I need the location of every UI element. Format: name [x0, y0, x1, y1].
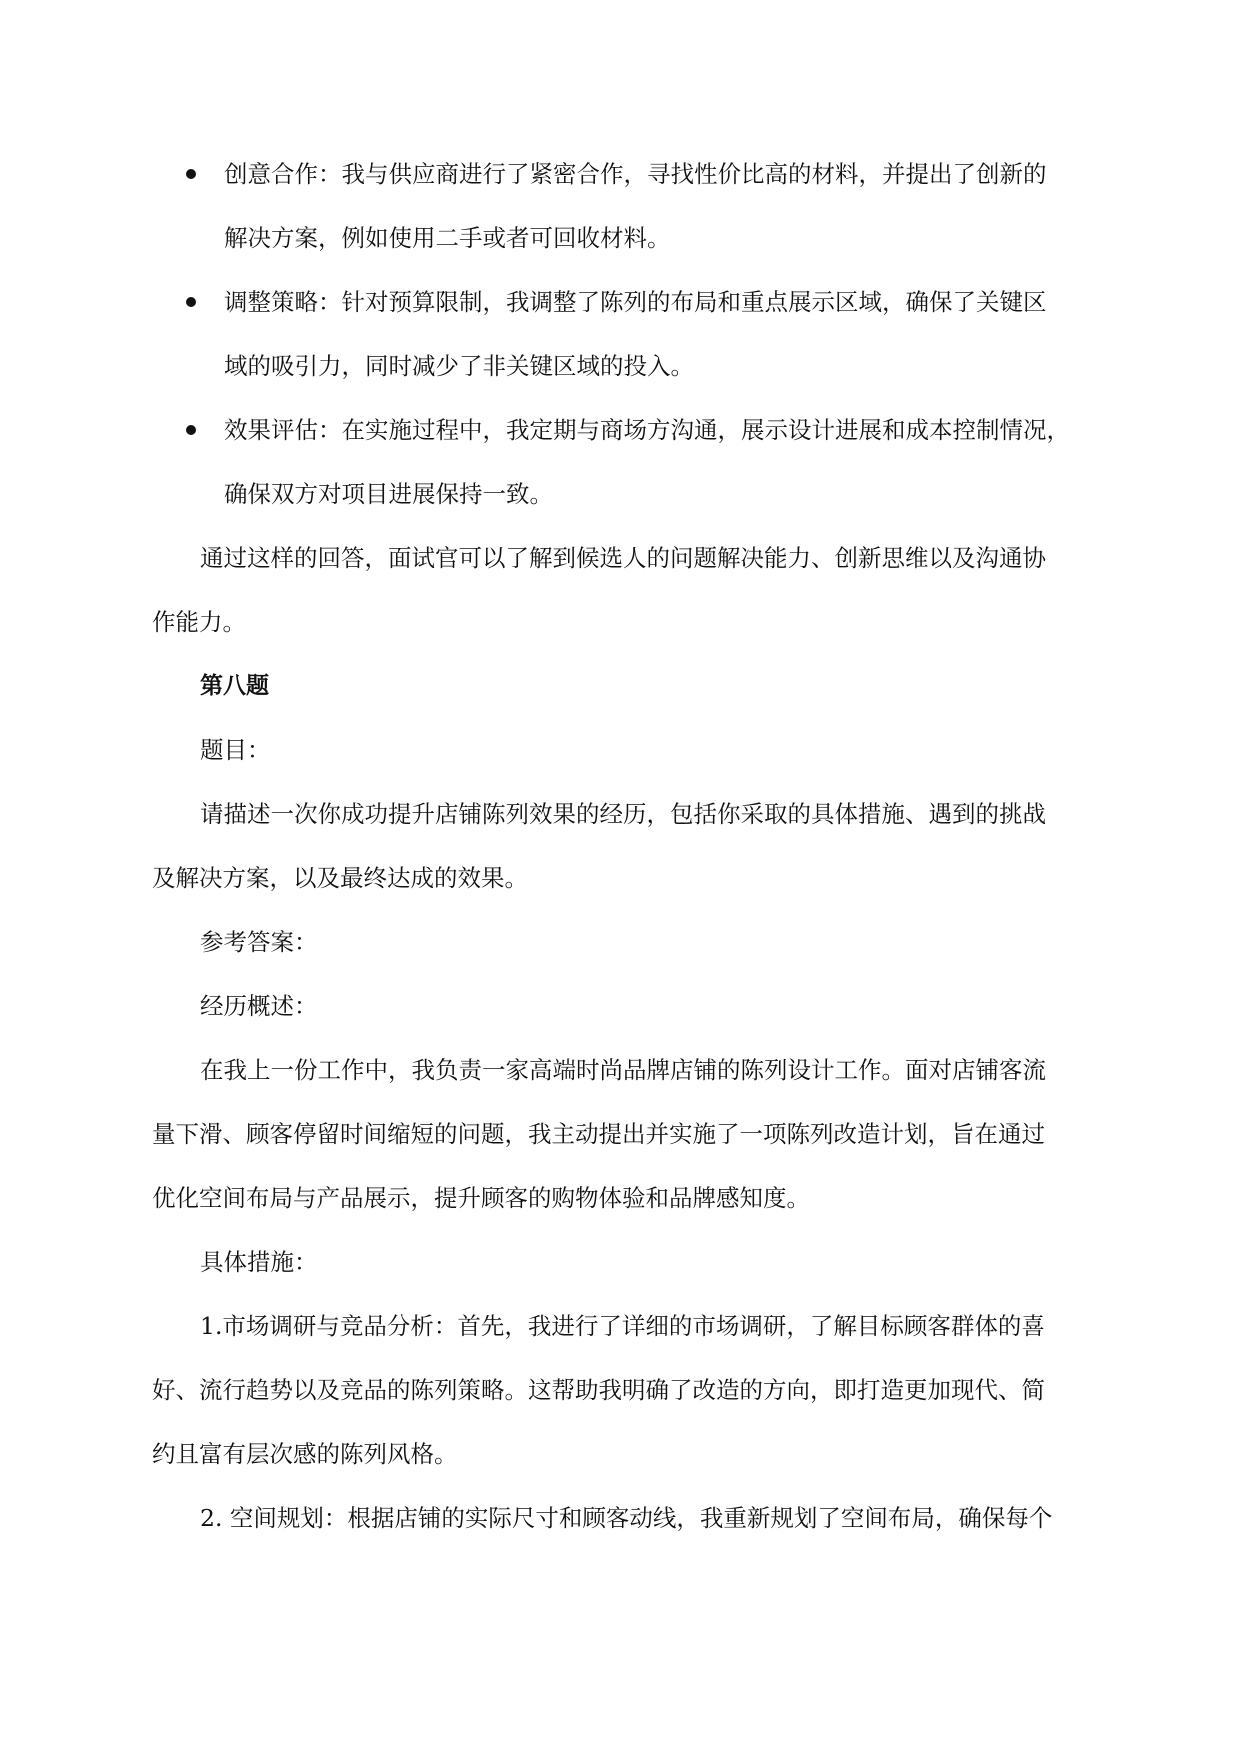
bullet-text-line: 创意合作：我与供应商进行了紧密合作，寻找性价比高的材料，并提出了创新的: [224, 160, 1047, 188]
bullet-dot-icon: [186, 425, 196, 435]
paragraph-line: 优化空间布局与产品展示，提升顾客的购物体验和品牌感知度。: [152, 1184, 810, 1212]
paragraph-line: 及解决方案，以及最终达成的效果。: [152, 864, 528, 892]
bullet-text-line: 解决方案，例如使用二手或者可回收材料。: [224, 224, 671, 252]
bullet-item-adjust-strategy: [152, 270, 1092, 398]
measure-1-paragraph: [152, 1294, 1092, 1486]
paragraph-line: 量下滑、顾客停留时间缩短的问题，我主动提出并实施了一项陈列改造计划，旨在通过: [152, 1120, 1045, 1148]
bullet-text-line: 域的吸引力，同时减少了非关键区域的投入。: [224, 352, 694, 380]
bullet-text-line: 调整策略：针对预算限制，我调整了陈列的布局和重点展示区域，确保了关键区: [224, 288, 1047, 316]
bullet-dot-icon: [186, 297, 196, 307]
paragraph-line: 1.市场调研与竞品分析：首先，我进行了详细的市场调研，了解目标顾客群体的喜: [200, 1312, 1045, 1340]
bullet-text-line: 确保双方对项目进展保持一致。: [224, 480, 553, 508]
paragraph-line: 2. 空间规划：根据店铺的实际尺寸和顾客动线，我重新规划了空间布局，确保每个: [200, 1504, 1053, 1532]
answer-label: 参考答案：: [200, 928, 318, 956]
paragraph-line: 请描述一次你成功提升店铺陈列效果的经历，包括你采取的具体措施、遇到的挑战: [200, 800, 1046, 828]
bullet-item-creative-cooperation: [152, 142, 1092, 270]
overview-label: 经历概述：: [200, 992, 318, 1020]
summary-paragraph: [152, 526, 1092, 654]
bullet-dot-icon: [186, 169, 196, 179]
question-paragraph: [152, 782, 1092, 910]
page-content: [152, 142, 1092, 1550]
section-heading: 第八题: [200, 673, 269, 699]
paragraph-line: 约且富有层次感的陈列风格。: [152, 1440, 458, 1468]
bullet-list: [152, 142, 1092, 526]
question-label: 题目：: [200, 736, 271, 764]
paragraph-line: 在我上一份工作中，我负责一家高端时尚品牌店铺的陈列设计工作。面对店铺客流: [200, 1056, 1046, 1084]
paragraph-line: 通过这样的回答，面试官可以了解到候选人的问题解决能力、创新思维以及沟通协: [200, 544, 1046, 572]
measures-label: 具体措施：: [200, 1248, 318, 1276]
measure-2-paragraph: [152, 1486, 1092, 1550]
overview-paragraph: [152, 1038, 1092, 1230]
bullet-item-effect-evaluation: [152, 398, 1092, 526]
paragraph-line: 作能力。: [152, 608, 246, 636]
bullet-text-line: 效果评估：在实施过程中，我定期与商场方沟通，展示设计进展和成本控制情况，: [224, 416, 1070, 444]
paragraph-line: 好、流行趋势以及竞品的陈列策略。这帮助我明确了改造的方向，即打造更加现代、简: [152, 1376, 1045, 1404]
